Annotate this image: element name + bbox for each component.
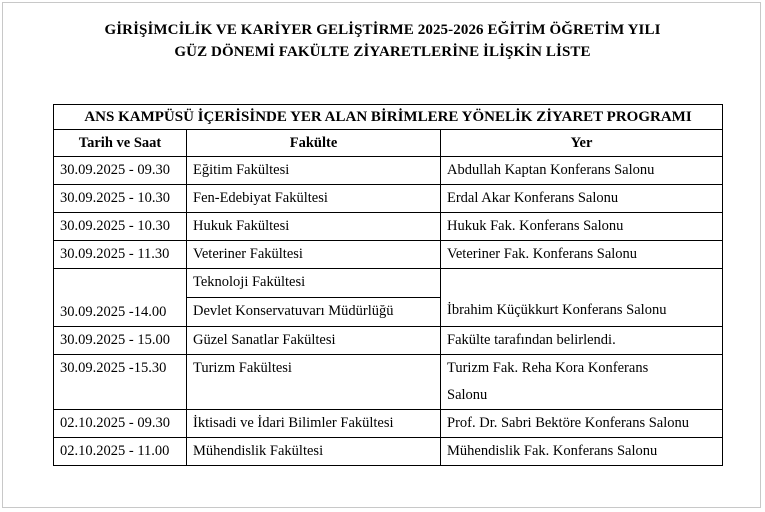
column-header-faculty: Fakülte	[187, 130, 441, 157]
place-cell	[441, 355, 723, 410]
document-title-line-1: GİRİŞİMCİLİK VE KARİYER GELİŞTİRME 2025-2026 EĞİTİM ÖĞRETİM YILI	[104, 22, 661, 38]
table-row	[54, 185, 723, 213]
faculty-cell: Turizm Fakültesi	[187, 355, 441, 410]
faculty-cell: Güzel Sanatlar Fakültesi	[187, 327, 441, 355]
date-cell: 30.09.2025 -14.00	[54, 269, 187, 327]
date-cell: 30.09.2025 -15.30	[54, 355, 187, 410]
table-row	[54, 241, 723, 269]
faculty-cell: Eğitim Fakültesi	[187, 157, 441, 185]
visit-schedule-table	[53, 104, 723, 466]
faculty-cell: Hukuk Fakültesi	[187, 213, 441, 241]
date-cell: 30.09.2025 - 09.30	[54, 157, 187, 185]
date-cell: 30.09.2025 - 11.30	[54, 241, 187, 269]
date-cell: 02.10.2025 - 11.00	[54, 438, 187, 466]
date-cell: 30.09.2025 - 15.00	[54, 327, 187, 355]
faculty-cell: Devlet Konservatuvarı Müdürlüğü	[187, 298, 441, 327]
faculty-cell: İktisadi ve İdari Bilimler Fakültesi	[187, 410, 441, 438]
date-cell: 30.09.2025 - 10.30	[54, 213, 187, 241]
table-row	[54, 213, 723, 241]
date-cell: 30.09.2025 - 10.30	[54, 185, 187, 213]
place-cell: Prof. Dr. Sabri Bektöre Konferans Salonu	[441, 410, 723, 438]
table-row	[54, 410, 723, 438]
document-title-line-2: GÜZ DÖNEMİ FAKÜLTE ZİYARETLERİNE İLİŞKİN LİSTE	[174, 44, 591, 60]
column-header-date: Tarih ve Saat	[54, 130, 187, 157]
faculty-cell: Fen-Edebiyat Fakültesi	[187, 185, 441, 213]
place-cell: Erdal Akar Konferans Salonu	[441, 185, 723, 213]
table-title: ANS KAMPÜSÜ İÇERİSİNDE YER ALAN BİRİMLERE YÖNELİK ZİYARET PROGRAMI	[54, 105, 723, 130]
place-cell: Veteriner Fak. Konferans Salonu	[441, 241, 723, 269]
table-row	[54, 269, 723, 298]
table-row	[54, 438, 723, 466]
table-row	[54, 327, 723, 355]
table-row	[54, 355, 723, 410]
table-row	[54, 157, 723, 185]
column-header-place: Yer	[441, 130, 723, 157]
place-cell: Abdullah Kaptan Konferans Salonu	[441, 157, 723, 185]
place-cell: İbrahim Küçükkurt Konferans Salonu	[441, 269, 723, 327]
place-cell: Mühendislik Fak. Konferans Salonu	[441, 438, 723, 466]
place-cell: Fakülte tarafından belirlendi.	[441, 327, 723, 355]
faculty-cell: Teknoloji Fakültesi	[187, 269, 441, 298]
place-line-2: Salonu	[447, 387, 488, 403]
date-cell: 02.10.2025 - 09.30	[54, 410, 187, 438]
faculty-cell: Veteriner Fakültesi	[187, 241, 441, 269]
place-line-1: Turizm Fak. Reha Kora Konferans	[447, 360, 649, 376]
place-cell: Hukuk Fak. Konferans Salonu	[441, 213, 723, 241]
faculty-cell: Mühendislik Fakültesi	[187, 438, 441, 466]
